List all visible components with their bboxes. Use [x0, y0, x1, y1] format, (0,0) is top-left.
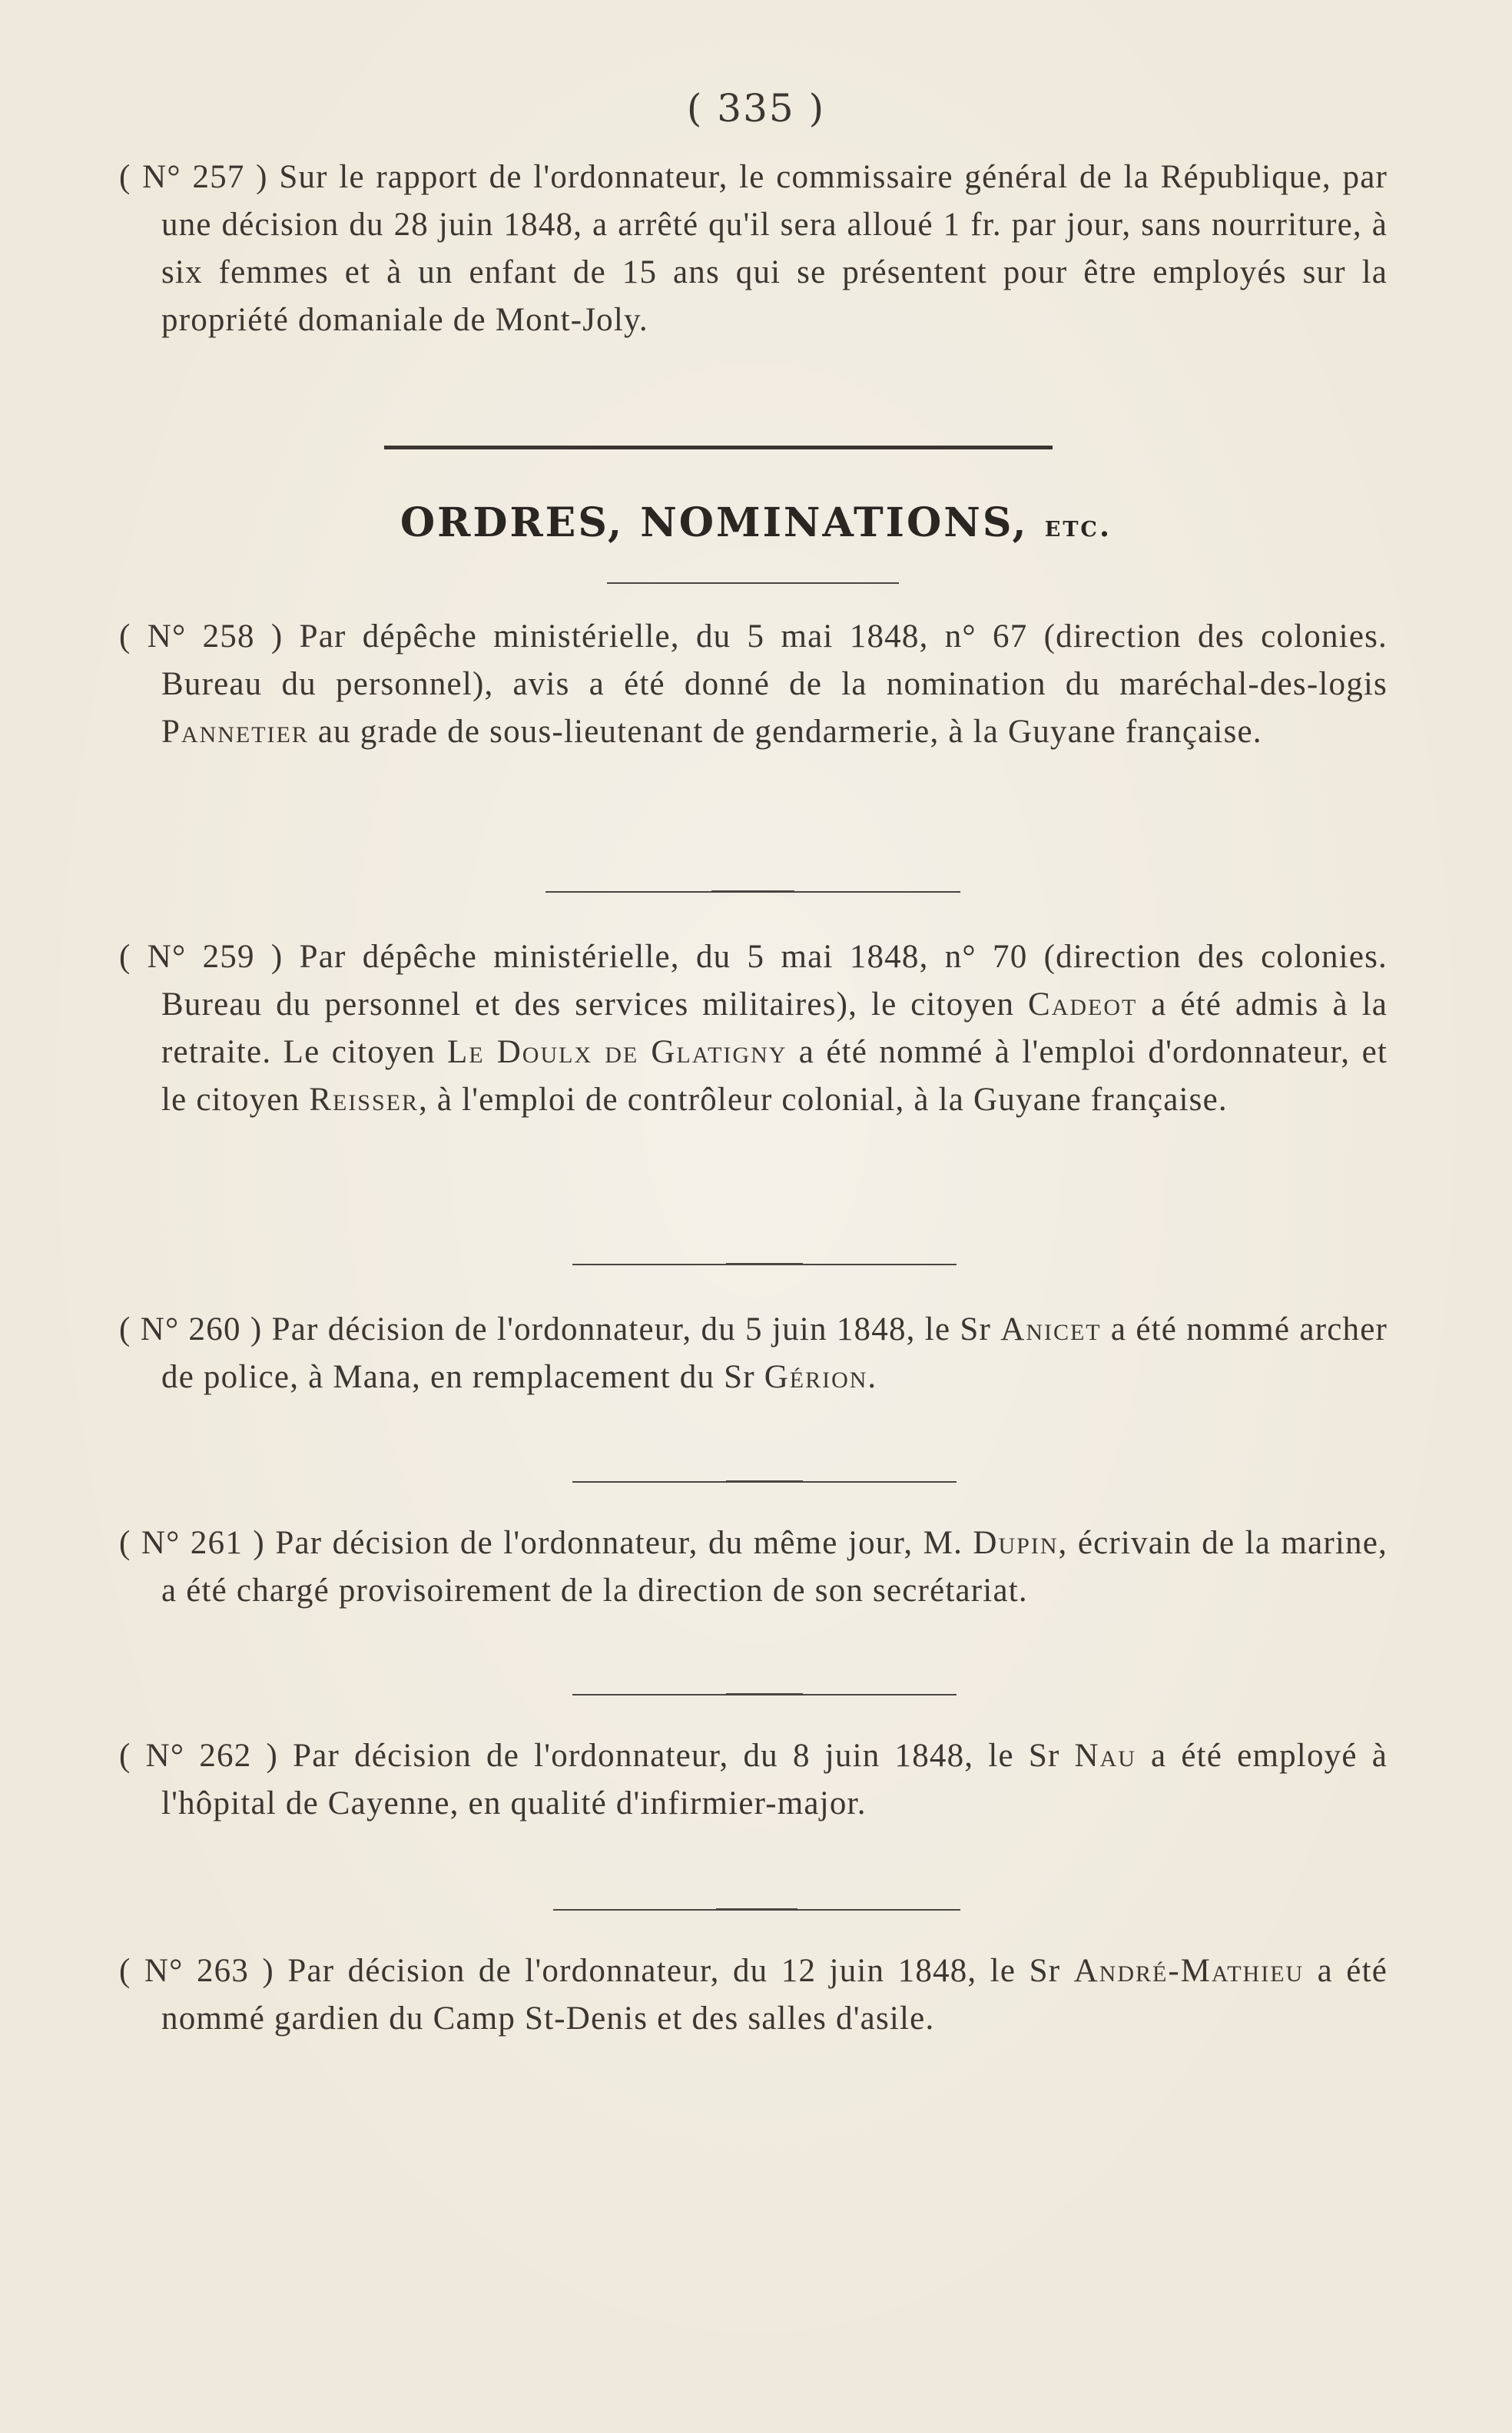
entry-ref: ( N° 262 ) [119, 1738, 279, 1774]
entry-text: a été nommé à l'emploi d'ordonnateur, et le citoyen [161, 1034, 1388, 1118]
entry-text: a été admis à la retraite. Le citoyen [161, 986, 1388, 1070]
entry-258 [119, 613, 1388, 756]
entry-separator [572, 1481, 957, 1483]
entry-ref: ( N° 257 ) [119, 159, 268, 195]
entry-text: Par dépêche ministérielle, du 5 mai 1848, n° 67 (direction des colonies. Bureau du personnel), avis a été donné de la nomination du maréchal-des-logis [161, 618, 1388, 702]
person-name: Nau [1074, 1738, 1136, 1774]
entry-separator [572, 1264, 957, 1265]
entry-text: , à l'emploi de contrôleur colonial, à la Guyane française. [419, 1082, 1228, 1118]
section-divider [384, 446, 1053, 449]
entry-263 [119, 1947, 1388, 2043]
entry-text: , écrivain de la marine, a été chargé provisoirement de la direction de son secrétariat. [161, 1525, 1388, 1609]
person-name: Gérion [764, 1359, 868, 1395]
entry-text: Par décision de l'ordonnateur, du 5 juin 1848, le Sr [271, 1311, 992, 1347]
title-underline [607, 582, 899, 584]
person-name: Pannetier [161, 714, 309, 750]
entry-text: Par décision de l'ordonnateur, du 8 juin 1848, le Sr [293, 1738, 1060, 1774]
entry-ref: ( N° 263 ) [119, 1953, 274, 1989]
entry-separator [572, 1694, 957, 1695]
entry-text: Par décision de l'ordonnateur, du 12 juin 1848, le Sr [287, 1953, 1061, 1989]
entry-261 [119, 1520, 1388, 1615]
entry-text: a été nommé gardien du Camp St-Denis et des salles d'asile. [161, 1953, 1388, 2037]
entry-separator [545, 891, 960, 893]
entry-ref: ( N° 261 ) [119, 1525, 265, 1561]
entry-ref: ( N° 259 ) [119, 939, 284, 975]
person-name: Anicet [1000, 1311, 1102, 1347]
entry-separator [553, 1909, 960, 1911]
entry-text: a été nommé archer de police, à Mana, en remplacement du Sr [161, 1311, 1388, 1395]
section-title-text: ORDRES, NOMINATIONS, [400, 499, 1029, 546]
person-name: Reisser [309, 1082, 419, 1118]
entry-text: Par décision de l'ordonnateur, du même jour, M. [275, 1525, 963, 1561]
entry-260 [119, 1306, 1388, 1401]
entry-text: Par dépêche ministérielle, du 5 mai 1848, n° 70 (direction des colonies. Bureau du personnel et des services militaires), le citoyen [161, 939, 1388, 1023]
person-name: Cadeot [1028, 986, 1138, 1023]
entry-262 [119, 1732, 1388, 1828]
entry-ref: ( N° 260 ) [119, 1311, 263, 1347]
entry-259 [119, 933, 1388, 1124]
entry-257 [119, 154, 1388, 344]
entry-text: Sur le rapport de l'ordonnateur, le commissaire général de la République, par une décision du 28 juin 1848, a arrêté qu'il sera alloué 1 fr. par jour, sans nourriture, à six femmes et à un enfant de 15 ans qui se présentent pour être employés sur la propriété domaniale de Mont-Joly. [161, 159, 1388, 338]
person-name: André-Mathieu [1073, 1953, 1305, 1989]
person-name: Dupin [973, 1525, 1059, 1561]
section-title-etc: etc. [1044, 509, 1112, 543]
section-title [0, 499, 1512, 546]
entry-ref: ( N° 258 ) [119, 618, 284, 655]
page-number: ( 335 ) [686, 86, 826, 131]
entry-text: a été employé à l'hôpital de Cayenne, en qualité d'infirmier-major. [161, 1738, 1388, 1821]
entry-text: . [867, 1359, 877, 1395]
person-name: Le Doulx de Glatigny [447, 1034, 788, 1070]
entry-text: au grade de sous-lieutenant de gendarmerie, à la Guyane française. [317, 714, 1262, 750]
